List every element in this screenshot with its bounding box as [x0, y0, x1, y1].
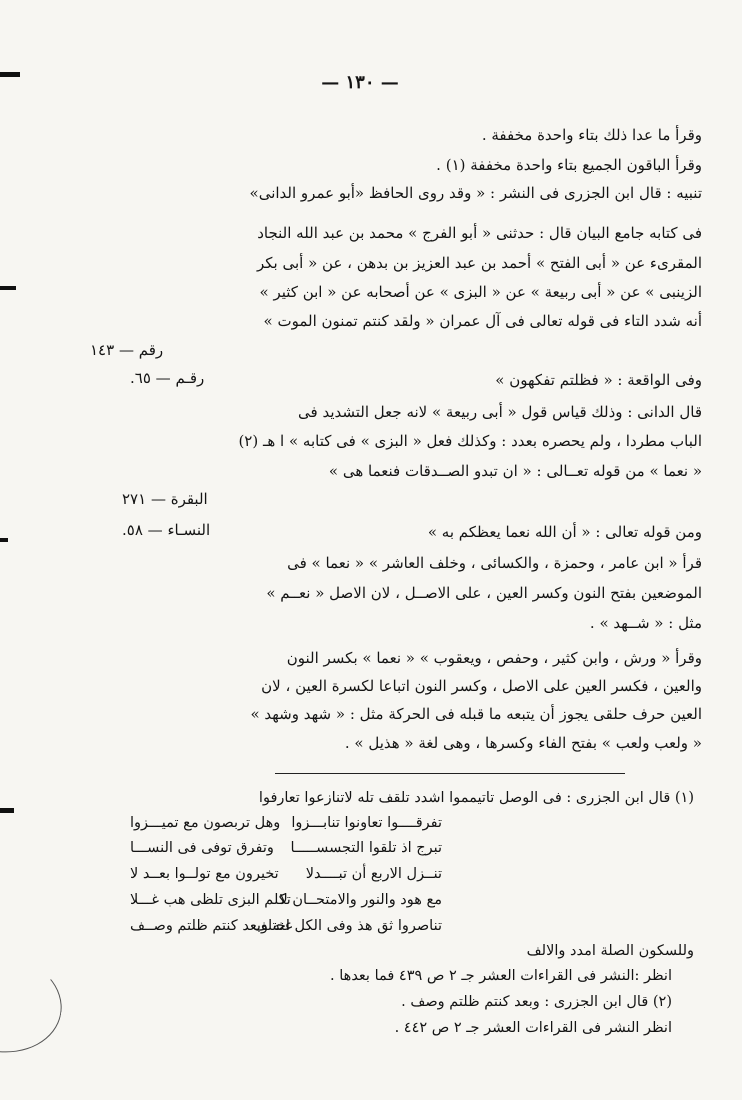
body-line: العين حرف حلقى يجوز أن يتبعه ما قبله فى الحركة مثل : « شهد وشهد »: [250, 705, 702, 723]
verse-hemistich-right: تنــزل الاربع أن تبــــدلا: [305, 866, 442, 882]
body-line: تنبيه : قال ابن الجزرى فى النشر : « وقد روى الحافظ «أبو عمرو الدانى»: [249, 184, 702, 202]
body-line: الموضعين بفتح النون وكسر العين ، على الاصــل ، لان الاصل « نعــم »: [266, 584, 702, 602]
quran-reference: رقم — ١٤٣: [90, 341, 164, 359]
verse-hemistich-right: تبرج اذ تلقوا التجسســـــا: [290, 840, 442, 856]
body-line: ومن قوله تعالى : « أن الله نعما يعظكم به »: [427, 523, 702, 541]
footnote-line: وللسكون الصلة امدد والالف: [526, 943, 694, 959]
verse-hemistich-left: تخيرون مع تولــوا بعــد لا: [130, 866, 279, 882]
scan-margin-curve: [0, 945, 69, 1062]
body-line: قال الدانى : وذلك قياس قول « أبى ربيعة » لانه جعل التشديد فى: [298, 403, 702, 421]
footnote-line: انظر النشر فى القراءات العشر جـ ٢ ص ٤٤٢ .: [394, 1020, 672, 1036]
verse-hemistich-left: عنه وبعد كنتم ظلتم وصــف: [130, 918, 294, 934]
body-line: وقرأ ما عدا ذلك بتاء واحدة مخففة .: [481, 126, 702, 144]
body-line: قرأ « ابن عامر ، وحمزة ، والكسائى ، وخلف العاشر » « نعما » فى: [287, 554, 702, 572]
footnote-line: (١) قال ابن الجزرى : فى الوصل تاتيمموا اشدد تلقف تله لاتنازعوا تعارفوا: [258, 790, 694, 806]
verse-hemistich-right: تفرقــــوا تعاونوا تنابـــزوا: [291, 815, 442, 831]
body-line: « ولعب ولعب » بفتح الفاء وكسرها ، وهى لغة « هذيل » .: [344, 734, 702, 752]
body-line: الزينبى » عن « أبى ربيعة » عن « البزى » عن أصحابه عن « ابن كثير »: [259, 283, 702, 301]
quran-reference: النسـاء — ٥٨.: [122, 521, 211, 539]
verse-hemistich-right: تناصروا ثق هذ وفى الكل اختلف: [252, 918, 442, 934]
verse-hemistich-left: وهل تربصون مع تميـــزوا: [130, 815, 281, 831]
verse-hemistich-left: وتفرق توفى فى النســـا: [130, 840, 274, 856]
verse-hemistich-left: تكلم البزى تلظى هب غـــلا: [130, 892, 291, 908]
footnote-separator: [275, 773, 625, 774]
body-line: فى كتابه جامع البيان قال : حدثنى « أبو الفرج » محمد بن عبد الله النجاد: [257, 224, 702, 242]
quran-reference: البقرة — ٢٧١: [122, 490, 208, 508]
body-line: أنه شدد التاء فى قوله تعالى فى آل عمران « ولقد كنتم تمنون الموت »: [263, 312, 702, 330]
body-line: والعين ، فكسر العين على الاصل ، وكسر النون اتباعا لكسرة العين ، لان: [261, 677, 702, 695]
footnote-line: (٢) قال ابن الجزرى : وبعد كنتم ظلتم وصف .: [401, 994, 672, 1010]
scan-edge-mark: [0, 808, 14, 813]
body-line: الباب مطردا ، ولم يحصره بعدد : وكذلك فعل « البزى » فى كتابه » ا هـ (٢): [238, 432, 702, 450]
body-line: وقرأ « ورش ، وابن كثير ، وحفص ، ويعقوب » « نعما » بكسر النون: [286, 649, 702, 667]
footnote-line: انظر :النشر فى القراءات العشر جـ ٢ ص ٤٣٩ فما بعدها .: [330, 968, 672, 984]
body-line: مثل : « شــهد » .: [589, 614, 702, 632]
verse-hemistich-right: مع هود والنور والامتحــان لا: [279, 892, 442, 908]
body-line: وفى الواقعة : « فظلتم تفكهون »: [495, 371, 702, 389]
scan-edge-mark: [0, 72, 20, 77]
body-line: وقرأ الباقون الجميع بتاء واحدة مخففة (١) .: [436, 156, 702, 174]
scan-edge-mark: [0, 286, 16, 290]
body-line: « نعما » من قوله تعــالى : « ان تبدو الصــدقات فنعما هى »: [328, 462, 702, 480]
body-line: المقرىء عن « أبى الفتح » أحمد بن عبد العزيز بن بدهن ، عن « أبى بكر: [256, 254, 702, 272]
page-number: — ١٣٠ —: [321, 72, 399, 93]
scan-edge-mark: [0, 538, 8, 542]
quran-reference: رقـم — ٦٥.: [130, 369, 205, 387]
